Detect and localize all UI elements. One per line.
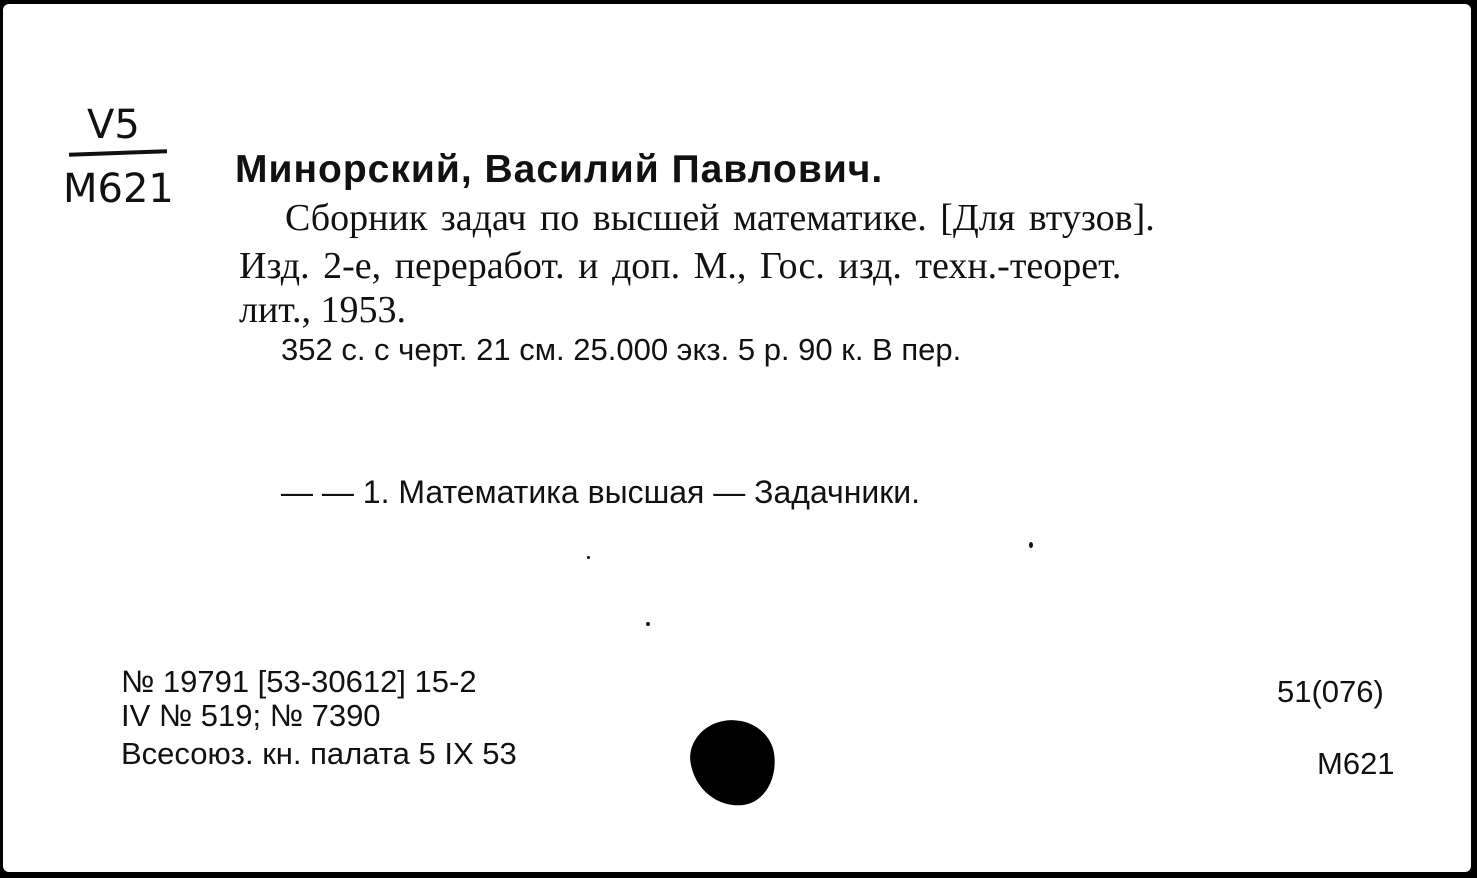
scan-speck <box>646 622 650 626</box>
title-line-2: Изд. 2-е, переработ. и доп. М., Гос. изд. техн.-теорет. <box>239 245 1122 287</box>
registration-line-2: IV № 519; № 7390 <box>121 698 381 733</box>
punch-hole <box>685 715 780 812</box>
shelf-mark: M621 <box>1317 746 1395 781</box>
scan-speck <box>587 556 590 559</box>
registration-line-3: Всесоюз. кн. палата 5 IX 53 <box>121 736 517 771</box>
udc-classification: 51(076) <box>1277 674 1384 709</box>
collation-line: 352 с. с черт. 21 см. 25.000 экз. 5 р. 90 к. В пер. <box>281 332 962 367</box>
subject-heading: — — 1. Математика высшая — Задачники. <box>281 474 921 510</box>
call-number-bottom: M621 <box>63 166 174 212</box>
scan-speck <box>1029 542 1033 548</box>
call-number-divider <box>69 149 167 156</box>
call-number-top: V5 <box>87 102 140 148</box>
title-line-3: лит., 1953. <box>239 289 407 331</box>
catalog-card <box>3 4 1471 872</box>
title-line-1: Сборник задач по высшей математике. [Для втузов]. <box>285 197 1155 239</box>
registration-line-1: № 19791 [53-30612] 15-2 <box>121 664 477 699</box>
author-heading: Минорский, Василий Павлович. <box>235 148 884 191</box>
